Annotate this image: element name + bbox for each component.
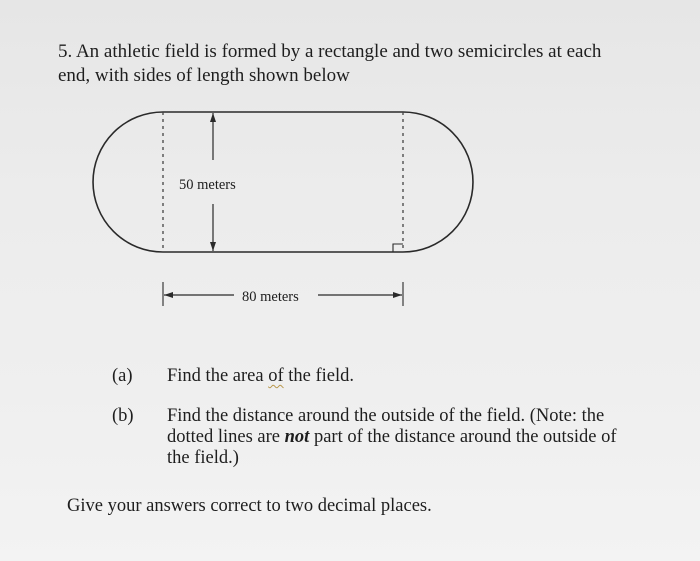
problem-number: 5. <box>58 41 73 62</box>
statement-line-1: An athletic field is formed by a rectangle and two semicircles at each <box>75 41 602 62</box>
answer-instruction: Give your answers correct to two decimal places. <box>67 496 432 516</box>
question-b-text <box>167 406 667 469</box>
width-label: 80 meters <box>242 289 299 305</box>
question-b-line-3: the field.) <box>167 448 239 468</box>
height-arrowhead-top <box>210 113 216 122</box>
question-a-label: (a) <box>112 366 133 386</box>
field-outline <box>93 112 473 252</box>
question-b-line-2: dotted lines are not part of the distance around the outside of <box>167 427 617 447</box>
width-arrowhead-right <box>393 292 402 298</box>
question-b-label: (b) <box>112 406 134 426</box>
height-label: 50 meters <box>179 177 236 193</box>
question-a-text: Find the area of the field. <box>167 366 355 386</box>
right-angle-marker <box>393 244 403 252</box>
height-arrowhead-bottom <box>210 242 216 251</box>
question-b-line-1: Find the distance around the outside of the field. (Note: the <box>167 406 605 426</box>
width-arrowhead-left <box>164 292 173 298</box>
statement-line-2: end, with sides of length shown below <box>58 65 350 86</box>
